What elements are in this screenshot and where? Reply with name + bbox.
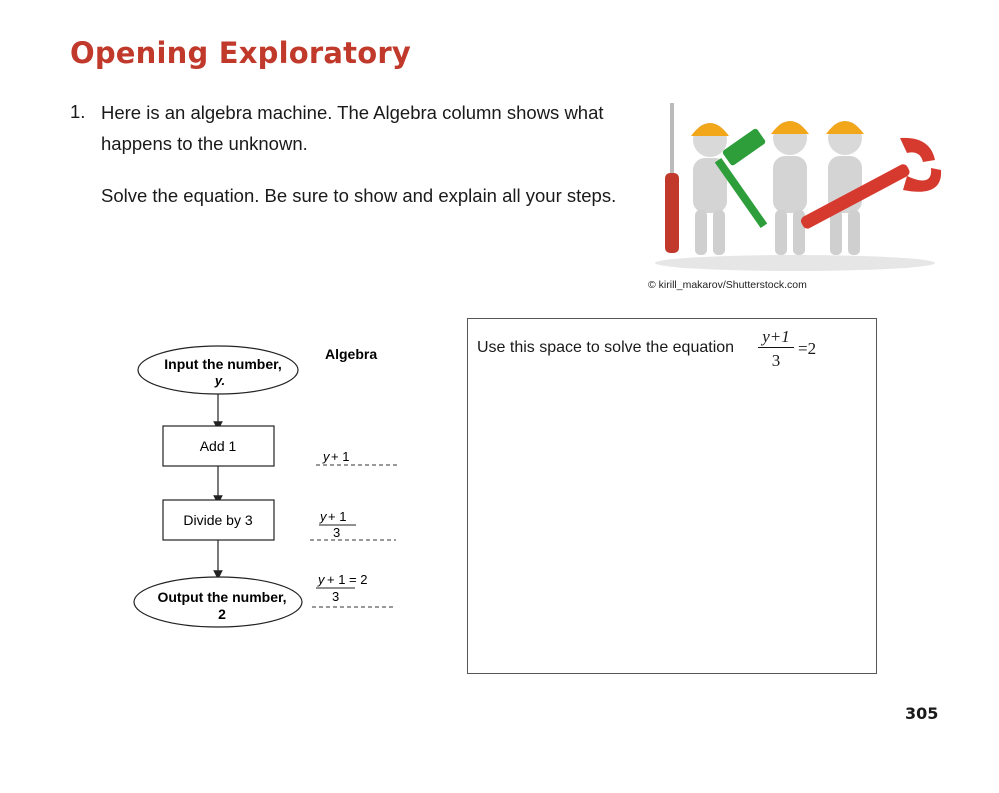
- output-label-line2: 2: [218, 606, 226, 622]
- equation-denominator: 3: [771, 351, 781, 370]
- algebra-step2-denominator: 3: [333, 525, 341, 540]
- equation-rhs: =2: [798, 339, 817, 358]
- page-number: 305: [905, 704, 939, 723]
- algebra-step1-expr: + 1: [331, 449, 350, 464]
- algebra-step3-expr: + 1 = 2: [327, 572, 368, 587]
- output-label-line1: Output the number,: [157, 589, 287, 605]
- add-one-label: Add 1: [199, 438, 237, 454]
- input-label-line2: y.: [214, 373, 226, 388]
- algebra-step2-var: y: [320, 509, 327, 524]
- photo-credit: © kirill_makarov/Shutterstock.com: [648, 279, 807, 291]
- divide-by-three-label: Divide by 3: [183, 512, 253, 528]
- input-label-line1: Input the number,: [164, 356, 282, 372]
- answer-workspace[interactable]: [467, 318, 877, 674]
- page-title: Opening Exploratory: [70, 36, 411, 70]
- construction-workers-photo: [645, 98, 945, 273]
- algebra-column-header: Algebra: [325, 346, 378, 362]
- question-text-instructions: Solve the equation. Be sure to show and explain all your steps.: [101, 185, 617, 206]
- algebra-step3-var: y: [318, 572, 325, 587]
- algebra-step1-var: y: [323, 449, 330, 464]
- question-number: 1.: [70, 101, 86, 122]
- algebra-machine-flowchart: [120, 330, 420, 640]
- question-text-intro: Here is an algebra machine. The Algebra column shows what happens to the unknown.: [101, 102, 604, 154]
- algebra-step2-expr: + 1: [328, 509, 347, 524]
- answer-prompt: Use this space to solve the equation: [477, 339, 735, 356]
- equation-numerator: y+1: [758, 327, 794, 348]
- algebra-step3-denominator: 3: [332, 589, 340, 604]
